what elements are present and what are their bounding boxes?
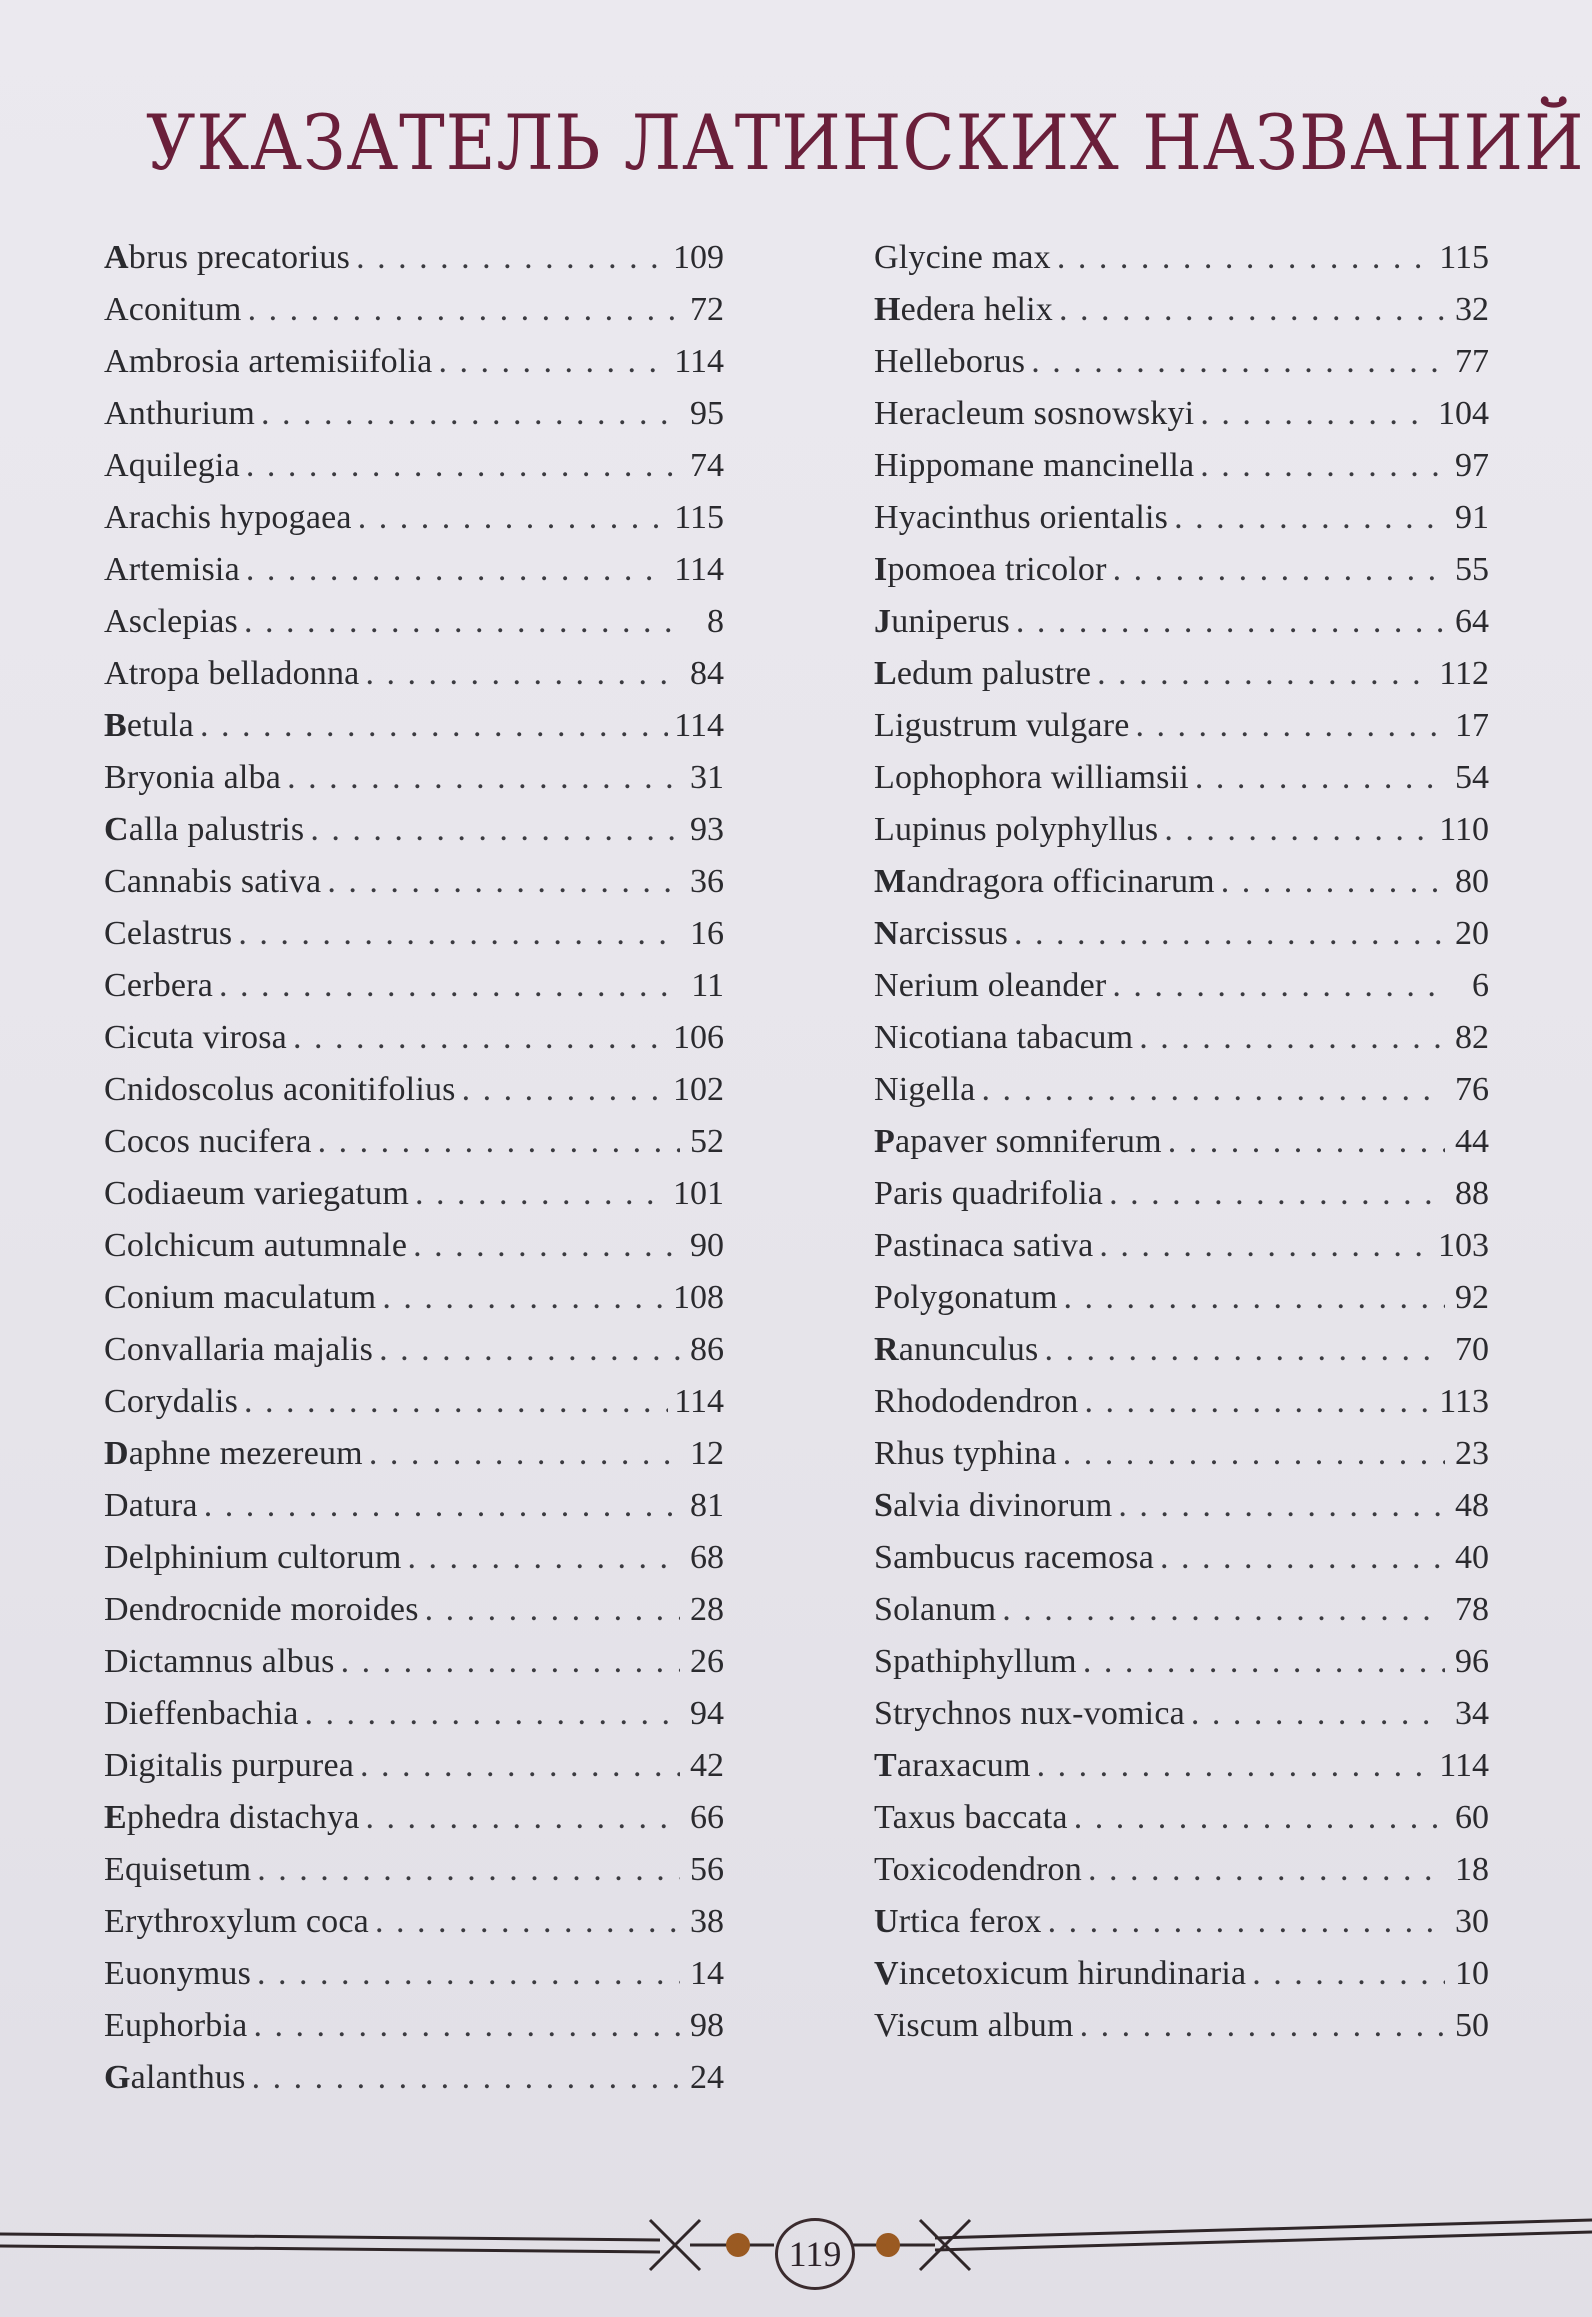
- index-entry: [874, 596, 1489, 648]
- index-entry: [874, 1896, 1489, 1948]
- index-entry: [874, 1532, 1489, 1584]
- index-entry-page: 36: [690, 863, 724, 900]
- index-entry-page: 11: [691, 967, 724, 1004]
- index-entry-leader: [1064, 1272, 1445, 1324]
- index-entry-page: 114: [674, 551, 724, 588]
- index-entry-leader: [318, 1116, 680, 1168]
- index-entry-leader: [1037, 1740, 1434, 1792]
- index-entry-leader: [360, 1740, 680, 1792]
- index-entry: [104, 492, 724, 544]
- index-entry: [874, 1012, 1489, 1064]
- index-entry-name: Taxus baccata: [874, 1799, 1068, 1836]
- index-entry-leader: [1002, 1584, 1445, 1636]
- index-entry-page: 31: [690, 759, 724, 796]
- index-entry-page: 18: [1455, 1851, 1489, 1888]
- index-entry: [874, 648, 1489, 700]
- index-entry-leader: [238, 908, 680, 960]
- index-entry-leader: [200, 700, 668, 752]
- index-entry: [874, 336, 1489, 388]
- index-entry: [104, 1948, 724, 2000]
- index-entry-leader: [1200, 388, 1432, 440]
- index-entry-page: 101: [673, 1175, 724, 1212]
- index-entry-page: 8: [707, 603, 724, 640]
- index-entry-leader: [1083, 1636, 1445, 1688]
- index-entry: [874, 1688, 1489, 1740]
- index-entry-leader: [219, 960, 680, 1012]
- index-entry-name: Corydalis: [104, 1383, 239, 1420]
- index-entry-page: 94: [690, 1695, 724, 1732]
- index-entry-name: Hippomane mancinella: [874, 447, 1195, 484]
- index-entry: [104, 1584, 724, 1636]
- index-entry-name: Equisetum: [104, 1851, 252, 1888]
- index-entry-leader: [425, 1584, 680, 1636]
- index-entry-page: 92: [1455, 1279, 1489, 1316]
- index-entry-name: Euphorbia: [104, 2007, 248, 2044]
- index-entry-page: 84: [690, 655, 724, 692]
- index-entry-page: 114: [674, 707, 724, 744]
- index-entry-name: Spathiphyllum: [874, 1643, 1077, 1680]
- index-entry: [104, 700, 724, 752]
- index-entry-page: 23: [1455, 1435, 1489, 1472]
- index-entry: [874, 1636, 1489, 1688]
- index-entry-name: Viscum album: [874, 2007, 1074, 2044]
- index-entry-name: Ligustrum vulgare: [874, 707, 1130, 744]
- index-entry-page: 70: [1455, 1331, 1489, 1368]
- index-entry-name: Paris quadrifolia: [874, 1175, 1104, 1212]
- index-entry-leader: [1059, 284, 1445, 336]
- index-entry-page: 86: [690, 1331, 724, 1368]
- index-entry-name: Conium maculatum: [104, 1279, 377, 1316]
- index-entry: [104, 232, 724, 284]
- index-entry-page: 55: [1455, 551, 1489, 588]
- index-entry-page: 110: [1439, 811, 1489, 848]
- index-entry: [874, 284, 1489, 336]
- index-entry: [104, 1792, 724, 1844]
- index-entry-name: Convallaria majalis: [104, 1331, 374, 1368]
- index-entry: [874, 1376, 1489, 1428]
- index-entry-leader: [287, 752, 680, 804]
- index-entry-name: Atropa belladonna: [104, 655, 360, 692]
- index-entry-leader: [1014, 908, 1445, 960]
- index-entry: [104, 1532, 724, 1584]
- index-entry-name: Cocos nucifera: [104, 1123, 312, 1160]
- index-entry-leader: [1136, 700, 1445, 752]
- index-entry-leader: [244, 1376, 668, 1428]
- index-entry-name: Hedera helix: [874, 291, 1053, 328]
- index-entry-leader: [1139, 1012, 1445, 1064]
- index-entry: [874, 2000, 1489, 2052]
- index-entry: [104, 1324, 724, 1376]
- index-entry-leader: [1044, 1324, 1445, 1376]
- index-entry-name: Nigella: [874, 1071, 976, 1108]
- index-entry-name: Celastrus: [104, 915, 233, 952]
- footer-rule-left-bottom: [0, 2246, 660, 2252]
- index-entry-page: 97: [1455, 447, 1489, 484]
- index-entry: [104, 1116, 724, 1168]
- index-entry-name: Cerbera: [104, 967, 213, 1004]
- index-entry-name: Calla palustris: [104, 811, 305, 848]
- index-entry: [874, 804, 1489, 856]
- index-entry: [874, 1480, 1489, 1532]
- index-entry: [104, 1272, 724, 1324]
- index-entry-name: Ambrosia artemisiifolia: [104, 343, 433, 380]
- index-entry-leader: [244, 596, 680, 648]
- index-entry-page: 30: [1455, 1903, 1489, 1940]
- index-entry: [874, 1116, 1489, 1168]
- index-entry: [874, 492, 1489, 544]
- index-entry-page: 93: [690, 811, 724, 848]
- index-entry: [874, 908, 1489, 960]
- index-entry-name: Dendrocnide moroides: [104, 1591, 419, 1628]
- index-entry-leader: [310, 804, 680, 856]
- index-entry-name: Heracleum sosnowskyi: [874, 395, 1195, 432]
- index-entry-leader: [341, 1636, 680, 1688]
- index-entry-leader: [415, 1168, 667, 1220]
- index-entry-leader: [438, 336, 668, 388]
- index-entry-page: 66: [690, 1799, 724, 1836]
- index-column-left: [104, 232, 724, 2104]
- index-entry-leader: [1252, 1948, 1445, 2000]
- index-entry-page: 102: [673, 1071, 724, 1108]
- index-entry: [104, 1740, 724, 1792]
- index-entry: [874, 1428, 1489, 1480]
- index-entry: [104, 1168, 724, 1220]
- index-entry-leader: [462, 1064, 667, 1116]
- index-entry: [104, 336, 724, 388]
- index-entry-leader: [1048, 1896, 1445, 1948]
- index-entry-name: Ephedra distachya: [104, 1799, 360, 1836]
- index-entry-name: Codiaeum variegatum: [104, 1175, 409, 1212]
- index-entry-page: 108: [673, 1279, 724, 1316]
- index-entry: [104, 596, 724, 648]
- index-entry-name: Lophophora williamsii: [874, 759, 1189, 796]
- index-entry-leader: [1164, 804, 1433, 856]
- index-entry-page: 90: [690, 1227, 724, 1264]
- index-entry: [874, 440, 1489, 492]
- index-entry-leader: [1031, 336, 1445, 388]
- index-entry-page: 72: [690, 291, 724, 328]
- index-entry-page: 68: [690, 1539, 724, 1576]
- index-entry-leader: [413, 1220, 680, 1272]
- index-column-right: [874, 232, 1489, 2052]
- index-entry: [874, 856, 1489, 908]
- index-entry-name: Galanthus: [104, 2059, 246, 2096]
- index-entry-leader: [1113, 544, 1445, 596]
- index-entry: [874, 1168, 1489, 1220]
- index-entry-page: 38: [690, 1903, 724, 1940]
- index-entry-name: Taraxacum: [874, 1747, 1031, 1784]
- index-entry: [104, 544, 724, 596]
- index-entry-name: Pastinaca sativa: [874, 1227, 1094, 1264]
- index-entry-page: 91: [1455, 499, 1489, 536]
- index-entry-name: Rhododendron: [874, 1383, 1079, 1420]
- index-entry-name: Daphne mezereum: [104, 1435, 363, 1472]
- index-entry-leader: [375, 1896, 680, 1948]
- index-entry-name: Ipomoea tricolor: [874, 551, 1107, 588]
- index-entry-name: Cnidoscolus aconitifolius: [104, 1071, 456, 1108]
- index-entry-leader: [293, 1012, 667, 1064]
- index-entry: [104, 284, 724, 336]
- index-entry-name: Euonymus: [104, 1955, 252, 1992]
- index-entry-name: Glycine max: [874, 239, 1051, 276]
- index-entry-page: 17: [1455, 707, 1489, 744]
- index-entry-page: 44: [1455, 1123, 1489, 1160]
- index-entry: [104, 1844, 724, 1896]
- index-entry-page: 76: [1455, 1071, 1489, 1108]
- index-entry-page: 10: [1455, 1955, 1489, 1992]
- page-number: 119: [775, 2218, 855, 2290]
- index-entry-page: 104: [1438, 395, 1489, 432]
- index-entry-name: Datura: [104, 1487, 198, 1524]
- index-entry-name: Delphinium cultorum: [104, 1539, 402, 1576]
- index-entry-name: Narcissus: [874, 915, 1009, 952]
- index-entry: [104, 1376, 724, 1428]
- index-entry-page: 42: [690, 1747, 724, 1784]
- index-entry: [104, 1428, 724, 1480]
- index-entry-leader: [1109, 1168, 1445, 1220]
- index-entry: [104, 1064, 724, 1116]
- index-entry-name: Sambucus racemosa: [874, 1539, 1155, 1576]
- index-entry-name: Cicuta virosa: [104, 1019, 287, 1056]
- index-entry-leader: [1168, 1116, 1445, 1168]
- index-entry-leader: [382, 1272, 667, 1324]
- index-entry: [104, 1688, 724, 1740]
- index-entry-page: 98: [690, 2007, 724, 2044]
- index-entry-name: Erythroxylum coca: [104, 1903, 369, 1940]
- index-entry-leader: [1085, 1376, 1434, 1428]
- index-entry-name: Ranunculus: [874, 1331, 1039, 1368]
- index-entry-leader: [1112, 960, 1445, 1012]
- index-entry-page: 16: [690, 915, 724, 952]
- index-entry-page: 56: [690, 1851, 724, 1888]
- index-entry-name: Nerium oleander: [874, 967, 1107, 1004]
- index-entry-name: Mandragora officinarum: [874, 863, 1215, 900]
- index-entry: [104, 2052, 724, 2104]
- index-entry-name: Helleborus: [874, 343, 1026, 380]
- index-entry-leader: [1221, 856, 1445, 908]
- index-entry-name: Hyacinthus orientalis: [874, 499, 1169, 536]
- index-entry: [104, 388, 724, 440]
- index-entry-name: Colchicum autumnale: [104, 1227, 408, 1264]
- index-entry: [874, 752, 1489, 804]
- index-entry-page: 88: [1455, 1175, 1489, 1212]
- index-entry-name: Bryonia alba: [104, 759, 282, 796]
- footer-rule-left-top: [0, 2234, 660, 2240]
- index-entry-page: 114: [674, 1383, 724, 1420]
- index-entry-page: 77: [1455, 343, 1489, 380]
- index-entry-page: 28: [690, 1591, 724, 1628]
- index-entry-leader: [369, 1428, 680, 1480]
- index-entry-page: 114: [1439, 1747, 1489, 1784]
- index-entry-page: 115: [674, 499, 724, 536]
- index-entry: [874, 960, 1489, 1012]
- index-entry-name: Solanum: [874, 1591, 997, 1628]
- index-entry: [874, 388, 1489, 440]
- index-entry-leader: [252, 2052, 680, 2104]
- index-entry-page: 109: [673, 239, 724, 276]
- index-entry-page: 95: [690, 395, 724, 432]
- index-entry-name: Toxicodendron: [874, 1851, 1082, 1888]
- index-entry: [104, 1480, 724, 1532]
- index-entry-name: Aquilegia: [104, 447, 240, 484]
- index-entry: [874, 1740, 1489, 1792]
- index-entry-leader: [407, 1532, 680, 1584]
- index-entry-leader: [366, 1792, 681, 1844]
- footer-dot-left: [726, 2233, 750, 2257]
- index-entry-page: 81: [690, 1487, 724, 1524]
- index-entry-leader: [1174, 492, 1445, 544]
- index-entry-name: Rhus typhina: [874, 1435, 1057, 1472]
- index-entry-page: 40: [1455, 1539, 1489, 1576]
- index-entry: [874, 1948, 1489, 2000]
- index-entry-page: 80: [1455, 863, 1489, 900]
- index-entry-page: 52: [690, 1123, 724, 1160]
- index-entry-leader: [1099, 1220, 1432, 1272]
- index-entry: [874, 700, 1489, 752]
- index-entry-leader: [1118, 1480, 1445, 1532]
- index-entry-leader: [1080, 2000, 1445, 2052]
- index-entry: [874, 1064, 1489, 1116]
- index-entry-leader: [1160, 1532, 1445, 1584]
- index-entry: [874, 1792, 1489, 1844]
- index-entry-name: Papaver somniferum: [874, 1123, 1162, 1160]
- index-entry: [874, 1324, 1489, 1376]
- index-entry-name: Lupinus polyphyllus: [874, 811, 1159, 848]
- index-entry-name: Ledum palustre: [874, 655, 1092, 692]
- index-entry-leader: [1016, 596, 1445, 648]
- index-entry-page: 114: [674, 343, 724, 380]
- index-entry-page: 115: [1439, 239, 1489, 276]
- index-entry-name: Strychnos nux-vomica: [874, 1695, 1185, 1732]
- index-entry: [104, 440, 724, 492]
- index-entry-name: Polygonatum: [874, 1279, 1058, 1316]
- index-entry-leader: [257, 1844, 680, 1896]
- index-entry-page: 50: [1455, 2007, 1489, 2044]
- index-entry: [874, 1220, 1489, 1272]
- index-entry-leader: [253, 2000, 680, 2052]
- index-entry-page: 112: [1439, 655, 1489, 692]
- index-entry: [104, 1012, 724, 1064]
- page-title: [110, 88, 1585, 198]
- index-entry: [104, 2000, 724, 2052]
- index-entry-name: Aconitum: [104, 291, 242, 328]
- index-entry-page: 96: [1455, 1643, 1489, 1680]
- index-entry-leader: [1195, 752, 1445, 804]
- index-entry: [874, 1844, 1489, 1896]
- index-entry: [874, 232, 1489, 284]
- index-entry: [104, 1896, 724, 1948]
- index-entry-leader: [981, 1064, 1445, 1116]
- page-title-text: УКАЗАТЕЛЬ ЛАТИНСКИХ НАЗВАНИЙ: [146, 98, 1585, 187]
- index-entry: [874, 1272, 1489, 1324]
- index-entry-leader: [257, 1948, 680, 2000]
- index-entry-name: Salvia divinorum: [874, 1487, 1113, 1524]
- index-entry: [874, 544, 1489, 596]
- index-entry-page: 82: [1455, 1019, 1489, 1056]
- index-entry-leader: [204, 1480, 680, 1532]
- index-entry-name: Dieffenbachia: [104, 1695, 299, 1732]
- index-entry-page: 106: [673, 1019, 724, 1056]
- index-entry-leader: [1057, 232, 1433, 284]
- index-entry-name: Vincetoxicum hirundinaria: [874, 1955, 1247, 1992]
- index-entry-page: 113: [1439, 1383, 1489, 1420]
- index-entry-name: Anthurium: [104, 395, 256, 432]
- index-entry-name: Arachis hypogaea: [104, 499, 352, 536]
- index-entry-name: Digitalis purpurea: [104, 1747, 355, 1784]
- index-entry-page: 48: [1455, 1487, 1489, 1524]
- index-entry: [104, 1220, 724, 1272]
- index-entry-name: Nicotiana tabacum: [874, 1019, 1134, 1056]
- index-entry-name: Urtica ferox: [874, 1903, 1042, 1940]
- index-entry-name: Cannabis sativa: [104, 863, 322, 900]
- index-entry-leader: [1097, 648, 1433, 700]
- index-entry-name: Asclepias: [104, 603, 238, 640]
- index-entry-leader: [1200, 440, 1445, 492]
- index-entry-page: 24: [690, 2059, 724, 2096]
- index-entry: [104, 856, 724, 908]
- index-entry-page: 20: [1455, 915, 1489, 952]
- index-entry-leader: [379, 1324, 680, 1376]
- index-entry-leader: [327, 856, 680, 908]
- index-entry-leader: [1074, 1792, 1445, 1844]
- index-entry-leader: [365, 648, 680, 700]
- index-entry-leader: [1191, 1688, 1445, 1740]
- index-entry-page: 60: [1455, 1799, 1489, 1836]
- index-entry-leader: [356, 232, 667, 284]
- index-entry-page: 14: [690, 1955, 724, 1992]
- index-entry-page: 6: [1472, 967, 1489, 1004]
- index-entry-page: 64: [1455, 603, 1489, 640]
- footer-dot-right: [876, 2233, 900, 2257]
- index-entry: [104, 752, 724, 804]
- index-entry-page: 74: [690, 447, 724, 484]
- index-entry-page: 12: [690, 1435, 724, 1472]
- index-entry-name: Artemisia: [104, 551, 240, 588]
- index-entry-name: Betula: [104, 707, 194, 744]
- index-entry-leader: [358, 492, 669, 544]
- index-entry-leader: [246, 440, 680, 492]
- index-entry-page: 34: [1455, 1695, 1489, 1732]
- index-entry-leader: [1088, 1844, 1445, 1896]
- index-entry-leader: [248, 284, 680, 336]
- index-entry: [104, 960, 724, 1012]
- index-entry-name: Abrus precatorius: [104, 239, 351, 276]
- index-entry-page: 78: [1455, 1591, 1489, 1628]
- index-entry: [874, 1584, 1489, 1636]
- index-entry-page: 32: [1455, 291, 1489, 328]
- index-entry-name: Dictamnus albus: [104, 1643, 335, 1680]
- index-entry: [104, 908, 724, 960]
- index-entry-page: 26: [690, 1643, 724, 1680]
- index-entry: [104, 648, 724, 700]
- index-entry-leader: [246, 544, 668, 596]
- index-entry-page: 103: [1438, 1227, 1489, 1264]
- index-entry-name: Juniperus: [874, 603, 1010, 640]
- index-entry-page: 54: [1455, 759, 1489, 796]
- index-entry: [104, 1636, 724, 1688]
- index-entry: [104, 804, 724, 856]
- index-entry-leader: [305, 1688, 680, 1740]
- index-entry-leader: [1063, 1428, 1445, 1480]
- index-entry-leader: [261, 388, 680, 440]
